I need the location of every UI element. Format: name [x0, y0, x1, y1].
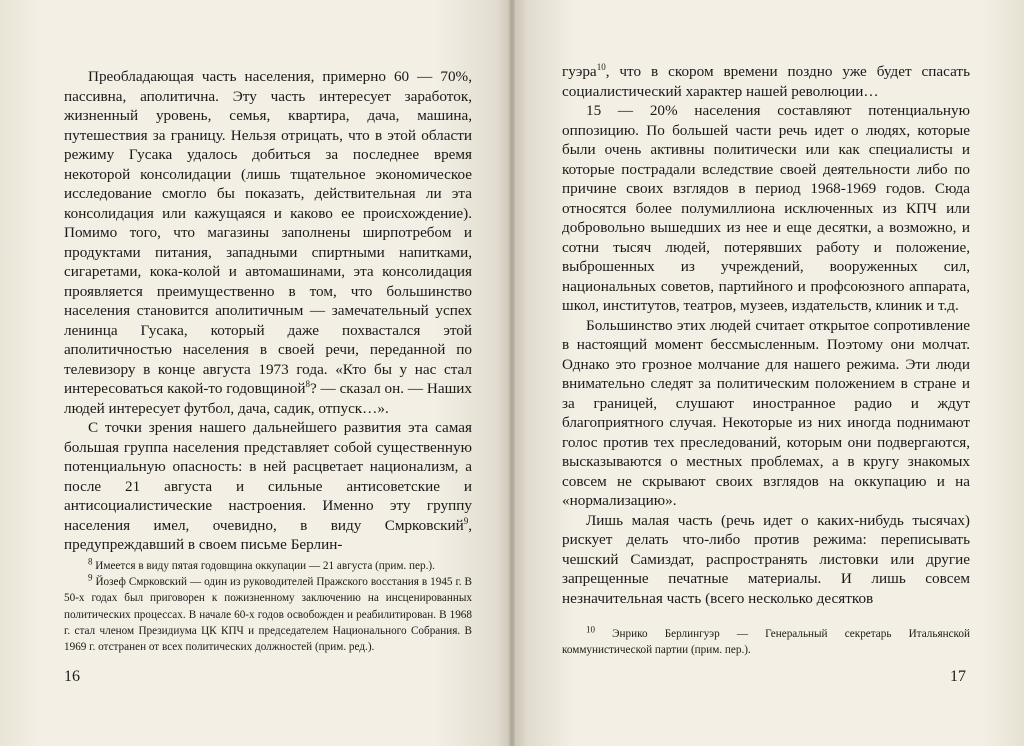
- paragraph: Большинство этих людей считает открытое сопротивление в настоящий момент бессмысленным. Поэтому они молчат. Однако это грозное молчание для нашего режима. Эти люди внимательно следят за политическим положением в стране и за границей, слушают иностранное радио и ждут благоприятного случая. Некоторые из них иногда поднимают голос против тех преследований, которым они подвергаются, высказываются о местных проблемах, а в кругу знакомых совсем не скрывают своих взглядов на оккупацию и на «нормализацию».: [562, 316, 970, 509]
- page-number: 17: [950, 668, 966, 685]
- text-run: С точки зрения нашего дальнейшего развития эта самая большая группа населения представляет собой существенную потенциальную опасность: в ней расцветает национализм, а после 21 августа и сильные антисоветские и антисоциалистические настроения. Именно эту группу населения имел, очевидно, в виду Смрковский: [64, 419, 472, 534]
- paragraph: [64, 67, 472, 418]
- text-run: гуэра: [562, 63, 597, 80]
- footnote-ref: 10: [596, 61, 606, 72]
- text-run: , предупреждавший в своем письме Берлин-: [64, 516, 472, 553]
- text-run: , что в скором времени поздно уже будет спасать социалистический характер нашей революции…: [562, 63, 970, 100]
- footnote-text: Йозеф Смрковский — один из руководителей Пражского восстания в 1945 г. В 50-х годах был приговорен к пожизненному заключению на инсценированных политических процессах. В начале 60-х годов освобожден и реабилитирован. В 1968 г. стал членом Президиума ЦК КПЧ и председателем Национального Собрания. В 1969 г. отстранен от всех политических должностей (прим. ред.).: [64, 576, 472, 654]
- right-page-body: [562, 62, 970, 608]
- footnote: [64, 558, 472, 574]
- footnote: [64, 574, 472, 655]
- footnote-text: Энрико Берлингуэр — Генеральный секретарь Итальянской коммунистической партии (прим. пер.).: [562, 628, 970, 657]
- paragraph: [562, 62, 970, 101]
- footnote-text: Имеется в виду пятая годовщина оккупации — 21 августа (прим. пер.).: [95, 560, 435, 572]
- footnote-number: 9: [88, 572, 93, 583]
- paragraph: 15 — 20% населения составляют потенциальную оппозицию. По большей части речь идет о людях, которые были очень активны политически или как специалисты и которые пострадали вследствие своей деятельности либо по причине своих взглядов в период 1968-1969 годов. Сюда относятся более полумиллиона исключенных из КПЧ или добровольно вышедших из нее и еще десятки, а возможно, и сотни тысяч людей, потерявших работу и положение, выброшенных из учреждений, вооруженных сил, национальных советов, партийного и профсоюзного аппарата, школ, институтов, театров, музеев, издательств, клиник и т.д.: [562, 102, 970, 314]
- book-gutter: [507, 0, 517, 746]
- footnote-ref: 9: [463, 515, 469, 526]
- footnote: [562, 626, 970, 658]
- right-page-footnotes: [562, 626, 970, 658]
- paragraph: [64, 418, 472, 555]
- footnote-ref: 8: [305, 378, 310, 389]
- page-number: 16: [64, 668, 80, 685]
- left-page-body: [64, 67, 472, 555]
- paragraph: Лишь малая часть (речь идет о каких-нибудь тысячах) рискует делать что-либо против режима: переписывать чешский Самиздат, распространять листовки или другие запрещенные печатные материалы. И лишь совсем незначительная часть (всего несколько десятков: [562, 511, 970, 607]
- left-page-footnotes: [64, 558, 472, 655]
- footnote-number: 8: [88, 556, 93, 567]
- text-run: ? — сказал он. — Наших людей интересует футбол, дача, садик, отпуск…».: [64, 380, 473, 417]
- text-run: Преобладающая часть населения, примерно 60 — 70%, пассивна, аполитична. Эту часть интересует заработок, жизненный уровень, семья, квартира, дача, машина, путешествия за границу. Нельзя отрицать, что в этой области режиму Гусака удалось добиться за последнее время некоторой консолидации (лишь тщательное экономическое исследование смогло бы показать, действительная ли эта консолидация или кажущаяся и каково ее происхождение). Помимо того, что магазины заполнены ширпотребом и продуктами питания, западными спиртными напитками, сигаретами, кока-колой и автомашинами, эта консолидация проявляется преимущественно в том, что большинство населения становится аполитичным — замечательный успех ленинца Гусака, который даже похвастался этой аполитичностью населения в своей речи, переданной по телевизору в конце августа 1973 года. «Кто бы у нас стал интересоваться какой-то годовщиной: [64, 68, 472, 397]
- footnote-number: 10: [586, 624, 595, 635]
